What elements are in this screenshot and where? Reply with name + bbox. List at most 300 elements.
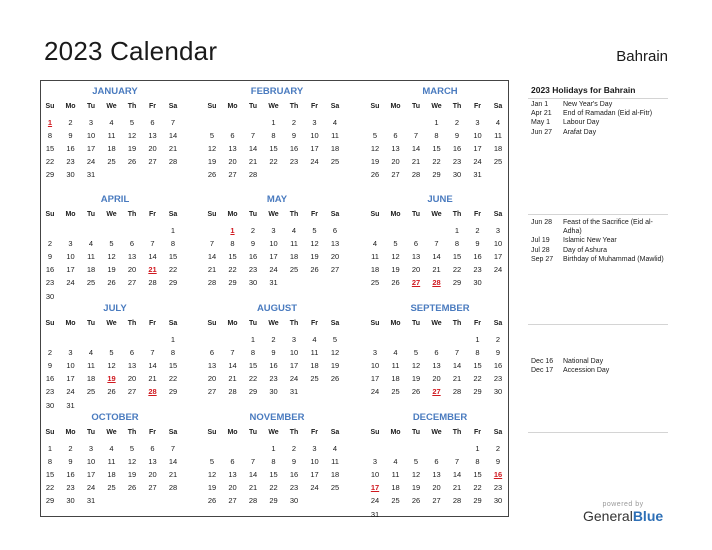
day-cell: 7 [150, 239, 155, 249]
day-cell: 19 [127, 144, 137, 154]
month-name: SEPTEMBER [410, 303, 470, 314]
day-cell: 20 [228, 157, 237, 167]
weekday-label: We [268, 103, 279, 110]
day-cell: 20 [148, 144, 157, 154]
day-cell: 18 [391, 374, 400, 384]
day-cell: 9 [475, 239, 480, 249]
day-cell: 11 [87, 361, 95, 371]
weekday-label: Th [289, 211, 299, 218]
day-cell: 29 [228, 278, 237, 288]
weekday-label: Mo [65, 211, 76, 218]
generalblue-logo[interactable] [583, 501, 663, 524]
day-cell: 12 [207, 144, 217, 154]
day-cell: 23 [45, 278, 55, 288]
day-cell: 19 [310, 252, 319, 262]
day-cell: 28 [248, 496, 258, 506]
day-cell: 2 [68, 444, 73, 453]
weekday-label: Sa [330, 320, 340, 327]
day-cell: 11 [310, 348, 319, 358]
day-cell: 22 [45, 483, 55, 493]
day-cell: 10 [86, 457, 96, 467]
day-cell: 14 [207, 252, 217, 262]
weekday-label: Fr [474, 429, 481, 436]
day-cell: 7 [170, 118, 176, 127]
day-cell: 7 [150, 348, 155, 358]
day-cell: 6 [150, 444, 155, 453]
day-cell: 21 [452, 483, 462, 493]
weekday-label: Mo [227, 211, 238, 218]
day-cell: 7 [250, 131, 256, 141]
day-cell: 7 [209, 239, 215, 249]
day-cell: 18 [310, 361, 319, 371]
day-cell: 15 [248, 361, 258, 371]
day-cell: 1 [454, 226, 460, 235]
month-december [365, 412, 515, 520]
day-cell: 1 [250, 335, 256, 344]
weekday-label: Tu [411, 429, 421, 436]
day-cell: 4 [291, 226, 297, 235]
day-cell: 26 [330, 374, 340, 384]
day-cell: 24 [66, 278, 75, 288]
day-cell: 27 [127, 387, 137, 397]
weekday-label: We [268, 211, 279, 218]
day-cell: 12 [411, 470, 421, 480]
day-cell: 9 [291, 457, 297, 467]
day-cell: 19 [127, 470, 137, 480]
day-cell: 20 [207, 374, 217, 384]
holiday-group-3 [531, 357, 666, 375]
weekday-label: Su [207, 103, 217, 110]
day-cell: 10 [370, 470, 380, 480]
day-cell: 11 [290, 239, 298, 249]
day-cell: 11 [87, 252, 95, 262]
day-cell: 21 [248, 157, 258, 167]
day-cell: 8 [170, 239, 176, 249]
day-cell: 15 [45, 144, 55, 154]
holiday-item [531, 118, 666, 127]
day-cell: 4 [332, 118, 338, 127]
day-cell: 21 [411, 157, 421, 167]
day-cell: 24 [493, 265, 503, 275]
day-cell: 11 [391, 470, 400, 480]
weekday-label: Su [45, 320, 55, 327]
day-cell: 10 [473, 131, 482, 141]
day-cell: 10 [269, 239, 278, 249]
weekday-label: We [431, 211, 442, 218]
day-cell: 23 [45, 387, 55, 397]
day-cell: 16 [493, 361, 503, 371]
day-cell: 21 [168, 144, 178, 154]
month-name: JULY [103, 303, 127, 314]
weekday-label: Tu [86, 320, 96, 327]
day-cell: 12 [207, 470, 217, 480]
weekday-label: Sa [168, 429, 178, 436]
day-cell: 3 [372, 457, 378, 467]
day-cell: 25 [370, 278, 380, 288]
day-cell: 2 [250, 226, 256, 235]
weekday-label: Su [45, 429, 55, 436]
holiday-date: Jun 27 [531, 128, 553, 136]
day-cell: 22 [168, 265, 178, 275]
day-cell: 15 [168, 252, 178, 262]
day-cell: 20 [127, 265, 137, 275]
month-november [202, 412, 352, 520]
day-cell: 2 [454, 118, 460, 127]
day-cell: 20 [228, 483, 237, 493]
day-cell: 10 [310, 457, 319, 467]
day-cell: 10 [289, 348, 299, 358]
weekday-label: Su [370, 320, 380, 327]
day-cell: 13 [391, 144, 400, 154]
day-cell: 14 [248, 144, 258, 154]
day-cell: 25 [391, 387, 400, 397]
weekday-label: We [268, 429, 279, 436]
day-cell: 24 [473, 157, 482, 167]
day-cell: 5 [413, 457, 419, 467]
day-cell: 17 [289, 361, 299, 371]
day-cell: 30 [473, 278, 482, 288]
holiday-name: Labour Day [563, 119, 600, 127]
day-cell: 8 [230, 239, 235, 249]
day-cell: 9 [495, 457, 501, 467]
day-cell: 31 [86, 496, 96, 506]
day-cell: 4 [109, 444, 114, 453]
day-cell: 24 [370, 387, 380, 397]
day-cell: 29 [269, 496, 278, 506]
day-cell: 25 [86, 278, 96, 288]
day-cell: 4 [393, 348, 398, 358]
weekday-label: We [431, 320, 442, 327]
holiday-item [531, 100, 666, 109]
month-name: MAY [266, 194, 288, 205]
holiday-name: Birthday of Muhammad (Mawlid) [563, 255, 664, 263]
day-cell: 2 [475, 226, 480, 235]
day-cell: 6 [129, 239, 135, 249]
day-cell: 25 [391, 496, 400, 506]
holiday-name: Day of Ashura [563, 246, 607, 254]
day-cell: 25 [107, 483, 116, 493]
day-cell: 19 [391, 265, 400, 275]
day-cell: 26 [207, 496, 217, 506]
day-cell: 29 [45, 496, 55, 506]
day-cell: 10 [86, 131, 96, 141]
day-cell: 8 [250, 348, 256, 358]
holiday-date: Apr 21 [531, 110, 552, 118]
day-cell: 6 [230, 457, 235, 467]
day-cell: 14 [148, 252, 157, 262]
day-cell: 2 [47, 239, 53, 249]
day-cell: 26 [107, 278, 116, 288]
day-cell: 7 [230, 348, 235, 358]
holiday-date: Jul 28 [531, 246, 550, 254]
day-cell: 29 [168, 278, 178, 288]
weekday-label: Mo [390, 211, 401, 218]
month-august [202, 303, 352, 411]
day-cell: 31 [473, 170, 482, 180]
day-cell: 11 [331, 131, 339, 141]
day-cell: 9 [47, 252, 53, 262]
weekday-label: Mo [65, 320, 76, 327]
day-cell: 22 [432, 157, 441, 167]
weekday-label: Th [127, 429, 137, 436]
weekday-label: Th [127, 211, 137, 218]
holiday-date: May 1 [531, 119, 551, 127]
day-cell: 19 [411, 374, 421, 384]
day-cell: 30 [493, 387, 503, 397]
day-cell: 5 [372, 131, 378, 141]
holiday-date: Dec 16 [531, 358, 554, 365]
month-name: AUGUST [256, 303, 298, 314]
weekday-label: We [431, 429, 442, 436]
day-cell: 15 [269, 144, 278, 154]
day-cell: 20 [127, 374, 137, 384]
day-cell: 7 [454, 348, 460, 358]
day-cell: 15 [228, 252, 237, 262]
day-cell: 30 [248, 278, 258, 288]
day-cell: 26 [370, 170, 380, 180]
day-cell: 5 [209, 457, 215, 467]
day-cell: 14 [452, 361, 462, 371]
holiday-day: 19 [107, 374, 116, 384]
day-cell: 22 [269, 157, 278, 167]
day-cell: 26 [107, 387, 116, 397]
weekday-label: Sa [493, 103, 503, 110]
day-cell: 28 [148, 278, 157, 288]
day-cell: 18 [330, 470, 340, 480]
month-name: MARCH [422, 86, 458, 97]
month-july [40, 303, 190, 411]
weekday-label: Fr [149, 103, 156, 110]
day-cell: 22 [45, 157, 55, 167]
day-cell: 30 [269, 387, 278, 397]
month-march [365, 86, 515, 194]
weekday-label: Fr [474, 103, 481, 110]
weekday-label: Tu [86, 211, 96, 218]
day-cell: 22 [452, 265, 462, 275]
day-cell: 25 [493, 157, 503, 167]
holiday-day: 1 [230, 226, 235, 235]
day-cell: 11 [331, 457, 339, 467]
day-cell: 27 [207, 387, 217, 397]
day-cell: 18 [289, 252, 299, 262]
day-cell: 8 [434, 131, 439, 141]
day-cell: 7 [250, 457, 256, 467]
day-cell: 6 [332, 226, 338, 235]
day-cell: 27 [148, 483, 157, 493]
day-cell: 10 [66, 252, 75, 262]
day-cell: 17 [310, 144, 319, 154]
weekday-label: Fr [149, 429, 156, 436]
day-cell: 1 [434, 118, 439, 127]
day-cell: 8 [47, 457, 53, 467]
holiday-day: 27 [411, 278, 421, 288]
day-cell: 2 [291, 444, 297, 453]
day-cell: 29 [452, 278, 462, 288]
day-cell: 19 [330, 361, 340, 371]
divider [528, 432, 668, 433]
day-cell: 24 [370, 496, 380, 506]
day-cell: 28 [207, 278, 217, 288]
holiday-item [531, 246, 666, 255]
day-cell: 19 [207, 483, 217, 493]
divider [528, 98, 668, 99]
day-cell: 3 [372, 348, 378, 358]
day-cell: 1 [271, 444, 276, 453]
day-cell: 3 [312, 444, 317, 453]
day-cell: 9 [68, 457, 73, 467]
day-cell: 9 [47, 361, 53, 371]
day-cell: 10 [310, 131, 319, 141]
day-cell: 18 [330, 144, 340, 154]
month-name: FEBRUARY [250, 86, 304, 97]
day-cell: 17 [86, 144, 96, 154]
day-cell: 27 [432, 496, 441, 506]
day-cell: 6 [434, 348, 439, 358]
month-may [202, 194, 352, 302]
holiday-date: Jul 19 [531, 237, 550, 245]
day-cell: 9 [495, 348, 501, 358]
holiday-name: Feast of the Sacrifice (Eid al-Adha) [563, 219, 653, 236]
holiday-group-2 [531, 218, 666, 264]
weekday-label: Su [207, 211, 217, 218]
holiday-name: End of Ramadan (Eid al-Fitr) [563, 110, 653, 118]
day-cell: 6 [209, 348, 215, 358]
day-cell: 20 [391, 157, 400, 167]
day-cell: 3 [88, 444, 94, 453]
weekday-label: Fr [311, 103, 318, 110]
day-cell: 20 [330, 252, 340, 262]
day-cell: 22 [473, 483, 482, 493]
weekday-label: Fr [311, 320, 318, 327]
holiday-name: National Day [563, 358, 604, 365]
day-cell: 5 [129, 118, 135, 127]
day-cell: 12 [107, 252, 116, 262]
holiday-date: Jan 1 [531, 101, 549, 108]
weekday-label: We [268, 320, 279, 327]
day-cell: 14 [432, 252, 441, 262]
day-cell: 30 [452, 170, 462, 180]
day-cell: 23 [66, 157, 75, 167]
day-cell: 22 [168, 374, 178, 384]
day-cell: 20 [411, 265, 421, 275]
day-cell: 23 [473, 265, 482, 275]
holiday-item [531, 218, 666, 236]
day-cell: 23 [66, 483, 75, 493]
day-cell: 13 [228, 470, 237, 480]
holiday-date: Dec 17 [531, 367, 554, 375]
day-cell: 22 [269, 483, 278, 493]
day-cell: 17 [269, 252, 278, 262]
holiday-day: 21 [148, 265, 157, 275]
holiday-name: Arafat Day [563, 128, 597, 136]
day-cell: 17 [493, 252, 503, 262]
weekday-label: Sa [493, 211, 503, 218]
day-cell: 24 [66, 387, 75, 397]
day-cell: 18 [493, 144, 503, 154]
weekday-label: Th [452, 211, 462, 218]
day-cell: 14 [411, 144, 421, 154]
holiday-item [531, 109, 666, 118]
day-cell: 8 [454, 239, 460, 249]
day-cell: 23 [289, 483, 299, 493]
day-cell: 9 [68, 131, 73, 141]
day-cell: 31 [269, 278, 278, 288]
day-cell: 18 [107, 470, 116, 480]
day-cell: 5 [332, 335, 338, 344]
day-cell: 21 [207, 265, 217, 275]
day-cell: 14 [452, 470, 462, 480]
month-name: NOVEMBER [249, 412, 305, 423]
weekday-label: Mo [227, 320, 238, 327]
day-cell: 15 [473, 361, 482, 371]
weekday-label: Th [289, 429, 299, 436]
holiday-item [531, 357, 666, 366]
day-cell: 23 [493, 483, 503, 493]
day-cell: 23 [493, 374, 503, 384]
holiday-group-1 [531, 100, 666, 137]
day-cell: 12 [411, 361, 421, 371]
month-october [40, 412, 190, 520]
day-cell: 10 [66, 361, 75, 371]
day-cell: 27 [127, 278, 137, 288]
day-cell: 16 [289, 144, 299, 154]
day-cell: 18 [370, 265, 380, 275]
day-cell: 13 [432, 361, 441, 371]
weekday-label: Su [45, 211, 55, 218]
day-cell: 3 [68, 348, 73, 358]
day-cell: 6 [150, 118, 155, 127]
day-cell: 3 [88, 118, 94, 127]
weekday-label: We [106, 429, 117, 436]
weekday-label: Tu [248, 211, 258, 218]
day-cell: 17 [86, 470, 96, 480]
day-cell: 29 [45, 170, 55, 180]
day-cell: 13 [127, 252, 137, 262]
weekday-label: Th [127, 103, 137, 110]
day-cell: 25 [330, 157, 340, 167]
day-cell: 21 [248, 483, 258, 493]
weekday-label: Fr [474, 211, 481, 218]
day-cell: 30 [66, 496, 75, 506]
day-cell: 6 [413, 239, 419, 249]
day-cell: 27 [228, 496, 237, 506]
day-cell: 8 [170, 348, 176, 358]
day-cell: 2 [47, 348, 53, 358]
day-cell: 6 [393, 131, 398, 141]
weekday-label: Tu [248, 429, 258, 436]
country-name: Bahrain [616, 48, 668, 65]
month-april [40, 194, 190, 302]
holiday-item [531, 366, 666, 375]
day-cell: 28 [248, 170, 258, 180]
day-cell: 17 [473, 144, 482, 154]
day-cell: 27 [330, 265, 340, 275]
holiday-name: New Year's Day [563, 101, 613, 108]
month-name: OCTOBER [91, 412, 139, 423]
day-cell: 3 [475, 118, 480, 127]
holiday-day: 28 [432, 278, 441, 288]
day-cell: 23 [452, 157, 462, 167]
day-cell: 16 [66, 470, 75, 480]
day-cell: 4 [88, 348, 94, 358]
day-cell: 13 [148, 131, 157, 141]
weekday-label: Mo [390, 429, 401, 436]
day-cell: 16 [45, 265, 55, 275]
day-cell: 30 [493, 496, 503, 506]
day-cell: 20 [432, 374, 441, 384]
weekday-label: We [106, 211, 117, 218]
day-cell: 3 [495, 226, 501, 235]
